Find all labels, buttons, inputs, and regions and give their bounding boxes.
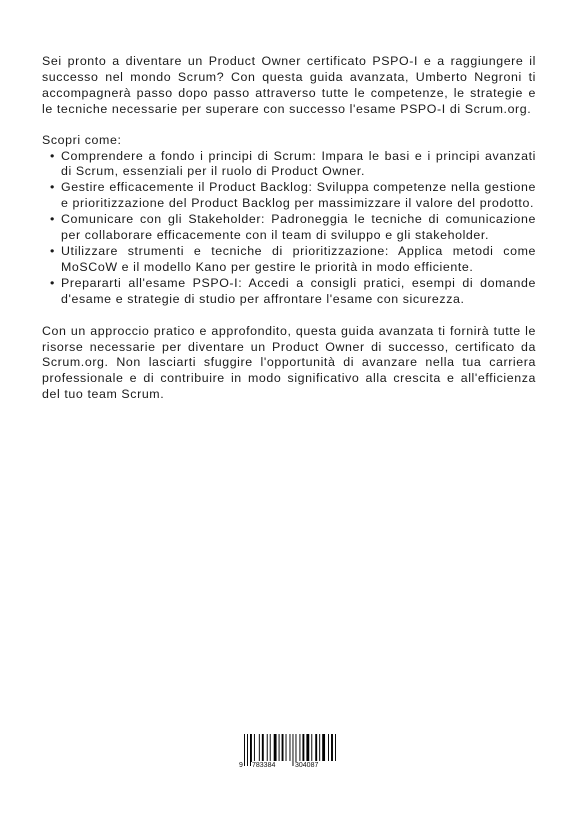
list-item: • Comprendere a fondo i principi di Scrum: Impara le basi e i principi avanzati di Scrum, essenziali per il ruolo di Product Owner.: [50, 149, 536, 181]
list-heading: Scopri come:: [42, 132, 122, 147]
barcode-bar: [311, 734, 312, 761]
list-item: • Utilizzare strumenti e tecniche di prioritizzazione: Applica metodi come MoSCoW e il modello Kano per gestire le priorità in modo efficiente.: [50, 244, 536, 276]
barcode-bar: [262, 734, 264, 761]
barcode-bar: [322, 734, 325, 761]
barcode-bar: [328, 734, 329, 761]
blurb: [42, 54, 536, 403]
list-item: • Comunicare con gli Stakeholder: Padroneggia le tecniche di comunicazione per collaborare efficacemente con il team di sviluppo e gli stakeholder.: [50, 212, 536, 244]
barcode-bar: [319, 734, 320, 761]
barcode-left-group: 783384: [252, 762, 276, 769]
barcode-bar: [274, 734, 277, 761]
barcode-right-group: 304087: [295, 762, 319, 769]
barcode-bar: [331, 734, 333, 761]
barcode-bar: [267, 734, 268, 761]
intro-paragraph: Sei pronto a diventare un Product Owner certificato PSPO-I e a raggiungere il successo nel mondo Scrum? Con questa guida avanzata, Umberto Negroni ti accompagnerà passo dopo passo attraverso tutte le competenze, le strategie e le tecniche necessarie per superare con successo l'esame PSPO-I di Scrum.org.: [42, 54, 536, 116]
barcode-bar: [335, 734, 336, 761]
barcode-bar: [302, 734, 304, 761]
list-item: • Gestire efficacemente il Product Backlog: Sviluppa competenze nella gestione e prioritizzazione del Product Backlog per massimizzare il valore del prodotto.: [50, 180, 536, 212]
barcode-bar: [279, 734, 280, 761]
barcode-prefix-digit: 9: [239, 762, 243, 769]
list-item: • Prepararti all'esame PSPO-I: Accedi a consigli pratici, esempi di domande d'esame e strategie di studio per affrontare l'esame con sicurezza.: [50, 276, 536, 308]
barcode-bar: [299, 734, 300, 761]
barcode-bar: [270, 734, 271, 761]
barcode-bar: [306, 734, 309, 761]
barcode-bar: [290, 734, 291, 761]
barcode-digits: [238, 762, 338, 772]
barcode-bar: [282, 734, 284, 761]
barcode-bar: [254, 734, 255, 761]
barcode-bar: [259, 734, 260, 761]
isbn-barcode: [238, 734, 338, 772]
barcode-bar: [315, 734, 317, 761]
feature-list: [42, 149, 536, 308]
closing-paragraph: Con un approccio pratico e approfondito, questa guida avanzata ti fornirà tutte le risorse necessarie per diventare un Product Owner di successo, certificato da Scrum.org. Non lasciarti sfuggire l'opportunità di avanzare nella tua carriera professionale e di contribuire in modo significativo alla crescita e all'efficienza del tuo team Scrum.: [42, 323, 536, 402]
barcode-bar: [286, 734, 287, 761]
